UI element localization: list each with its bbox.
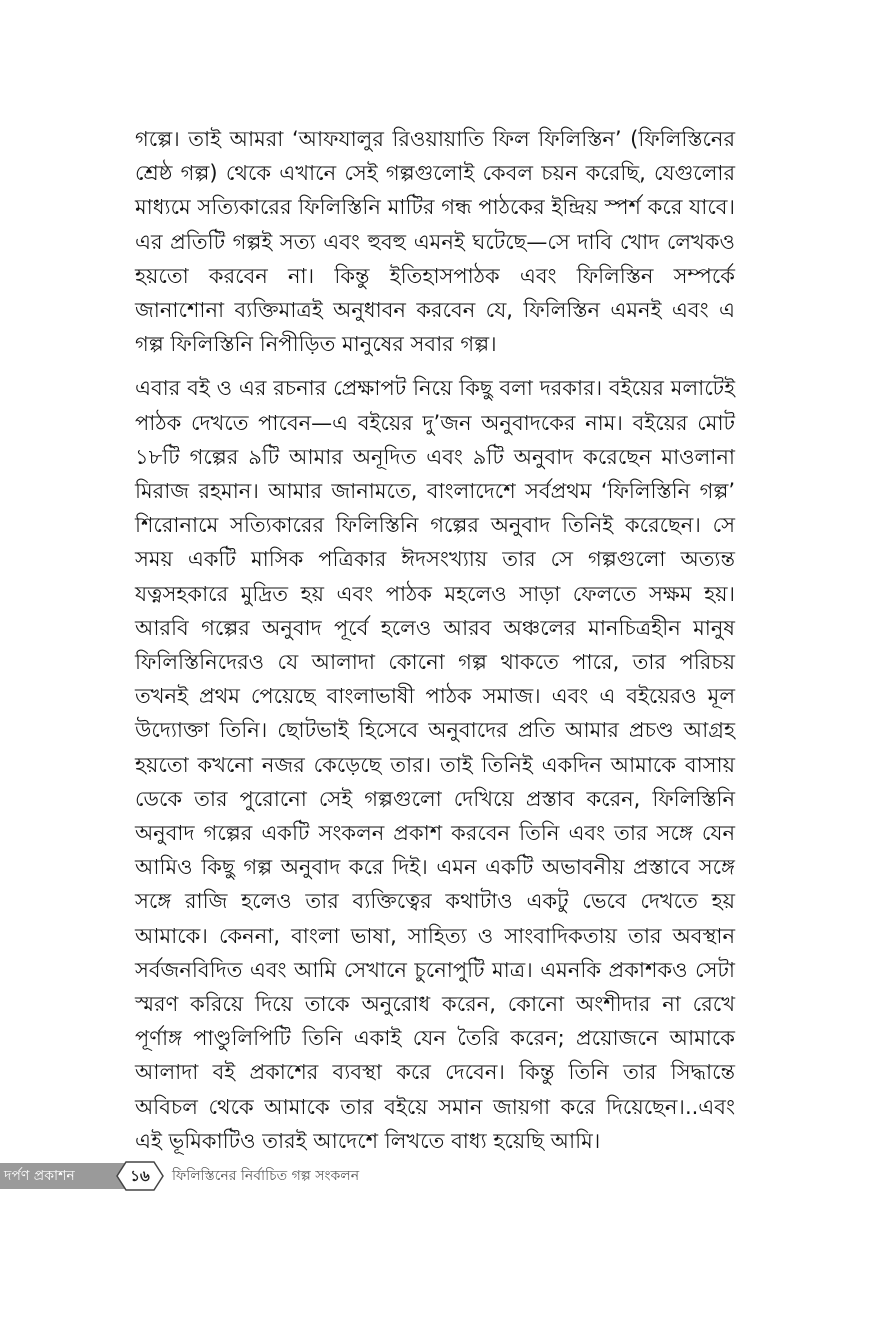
publisher-name: দর্পণ প্রকাশন <box>0 1163 130 1189</box>
main-text <box>135 122 735 1158</box>
page-footer <box>0 1161 560 1191</box>
paragraph-2: এবার বই ও এর রচনার প্রেক্ষাপট নিয়ে কিছু বলা দরকার। বইয়ের মলাটেই পাঠক দেখতে পাবেন—এ বইয়ের দু’জন অনুবাদকের নাম। বইয়ের মোট ১৮টি গল্পের ৯টি আমার অনূদিত এবং ৯টি অনুবাদ করেছেন মাওলানা মিরাজ রহমান। আমার জানামতে, বাংলাদেশে সর্বপ্রথম ‘ফিলিস্তিনি গল্প’ শিরোনামে সত্যিকারের ফিলিস্তিনি গল্পের অনুবাদ তিনিই করেছেন। সে সময় একটি মাসিক পত্রিকার ঈদসংখ্যায় তার সে গল্পগুলো অত্যন্ত যত্নসহকারে মুদ্রিত হয় এবং পাঠক মহলেও সাড়া ফেলতে সক্ষম হয়। আরবি গল্পের অনুবাদ পূর্বে হলেও আরব অঞ্চলের মানচিত্রহীন মানুষ ফিলিস্তিনিদেরও যে আলাদা কোনো গল্প থাকতে পারে, তার পরিচয় তখনই প্রথম পেয়েছে বাংলাভাষী পাঠক সমাজ। এবং এ বইয়েরও মূল উদ্যোক্তা তিনি। ছোটভাই হিসেবে অনুবাদের প্রতি আমার প্রচণ্ড আগ্রহ হয়তো কখনো নজর কেড়েছে তার। তাই তিনিই একদিন আমাকে বাসায় ডেকে তার পুরোনো সেই গল্পগুলো দেখিয়ে প্রস্তাব করেন, ফিলিস্তিনি অনুবাদ গল্পের একটি সংকলন প্রকাশ করবেন তিনি এবং তার সঙ্গে যেন আমিও কিছু গল্প অনুবাদ করে দিই। এমন একটি অভাবনীয় প্রস্তাবে সঙ্গে সঙ্গে রাজি হলেও তার ব্যক্তিত্বের কথাটাও একটু ভেবে দেখতে হয় আমাকে। কেননা, বাংলা ভাষা, সাহিত্য ও সাংবাদিকতায় তার অবস্থান সর্বজনবিদিত এবং আমি সেখানে চুনোপুটি মাত্র। এমনকি প্রকাশকও সেটা স্মরণ করিয়ে দিয়ে তাকে অনুরোধ করেন, কোনো অংশীদার না রেখে পূর্ণাঙ্গ পাণ্ডুলিপিটি তিনি একাই যেন তৈরি করেন; প্রয়োজনে আমাকে আলাদা বই প্রকাশের ব্যবস্থা করে দেবেন। কিন্তু তিনি তার সিদ্ধান্তে অবিচল থেকে আমাকে তার বইয়ে সমান জায়গা করে দিয়েছেন।..এবং এই ভূমিকাটিও তারই আদেশে লিখতে বাধ্য হয়েছি আমি। <box>135 376 735 1153</box>
paragraph-1: গল্পে। তাই আমরা ‘আফযালুর রিওয়ায়াতি ফিল ফিলিস্তিন’ (ফিলিস্তিনের শ্রেষ্ঠ গল্প) থেকে এখানে সেই গল্পগুলোই কেবল চয়ন করেছি, যেগুলোর মাধ্যমে সত্যিকারের ফিলিস্তিনি মাটির গন্ধ পাঠকের ইন্দ্রিয় স্পর্শ করে যাবে। এর প্রতিটি গল্পই সত্য এবং হুবহু এমনই ঘটেছে—সে দাবি খোদ লেখকও হয়তো করবেন না। কিন্তু ইতিহাসপাঠক এবং ফিলিস্তিন সম্পর্কে জানাশোনা ব্যক্তিমাত্রই অনুধাবন করবেন যে, ফিলিস্তিন এমনই এবং এ গল্প ফিলিস্তিনি নিপীড়িত মানুষের সবার গল্প। <box>135 127 735 357</box>
page-number-badge <box>116 1161 164 1191</box>
page-number: ১৬ <box>130 1167 150 1185</box>
running-title: ফিলিস্তিনের নির্বাচিত গল্প সংকলন <box>172 1168 360 1184</box>
